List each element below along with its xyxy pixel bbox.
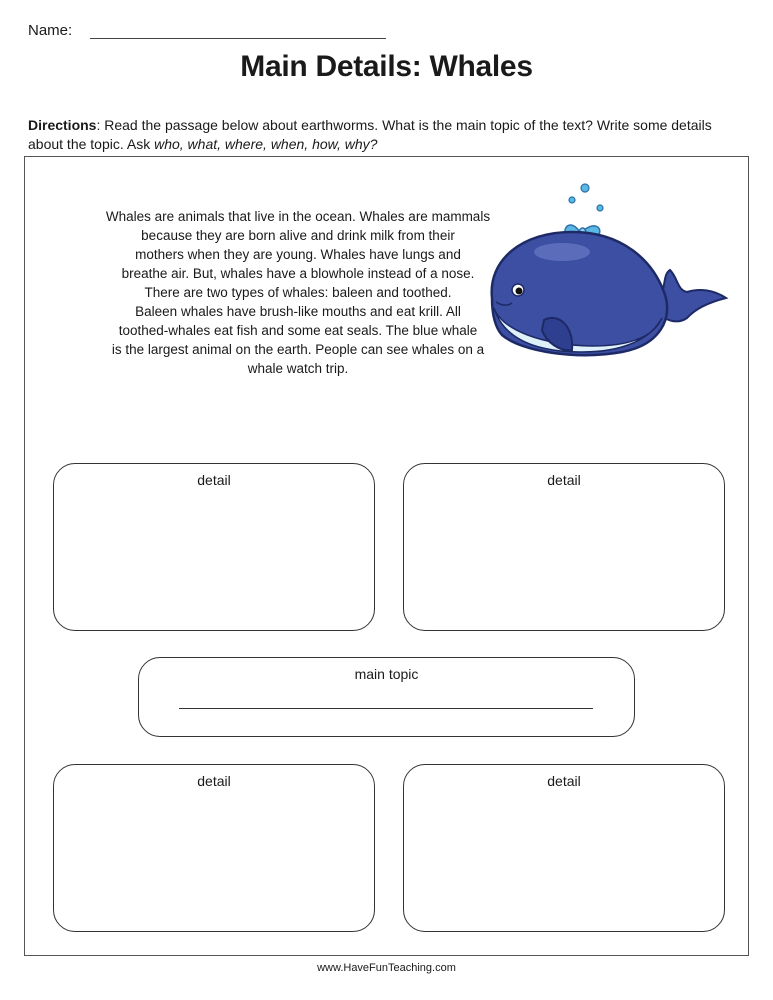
directions-questions: who, what, where, when, how, why? [154, 136, 378, 152]
footer-site: www.HaveFunTeaching.com [317, 962, 456, 974]
passage-line: breathe air. But, whales have a blowhole instead of a nose. [121, 266, 475, 281]
detail-label: detail [547, 773, 581, 789]
passage-line: Whales are animals that live in the ocean. Whales are mammals [105, 209, 491, 224]
water-spout [565, 184, 603, 236]
directions-text: : Read the passage below about earthworms. What is the main topic of the text? Write some details about the topic. Ask [28, 117, 712, 152]
passage-line: Baleen whales have brush-like mouths and eat krill. All [135, 304, 461, 319]
detail-label: detail [197, 472, 231, 488]
passage-line: There are two types of whales: baleen and toothed. [144, 285, 452, 300]
main-topic-answer-line[interactable] [179, 708, 593, 709]
detail-label: detail [547, 472, 581, 488]
name-label: Name: [28, 22, 73, 39]
main-topic-label: main topic [354, 666, 419, 682]
passage-line: whale watch trip. [247, 361, 349, 376]
directions-label: Directions [28, 117, 97, 133]
detail-box-2[interactable] [403, 463, 725, 631]
reading-passage [78, 207, 518, 378]
detail-label: detail [197, 773, 231, 789]
detail-box-3[interactable] [53, 764, 375, 932]
passage-line: is the largest animal on the earth. People can see whales on a [111, 342, 485, 357]
page-title: Main Details: Whales [240, 50, 533, 83]
whale-icon [482, 180, 732, 360]
passage-line: mothers when they are young. Whales have lungs and [135, 247, 461, 262]
passage-line: because they are born alive and drink milk from their [141, 228, 455, 243]
main-topic-box[interactable] [138, 657, 635, 737]
directions [28, 116, 728, 154]
name-field[interactable] [90, 38, 386, 39]
passage-line: toothed-whales eat fish and some eat seals. The blue whale [118, 323, 478, 338]
detail-box-1[interactable] [53, 463, 375, 631]
detail-box-4[interactable] [403, 764, 725, 932]
